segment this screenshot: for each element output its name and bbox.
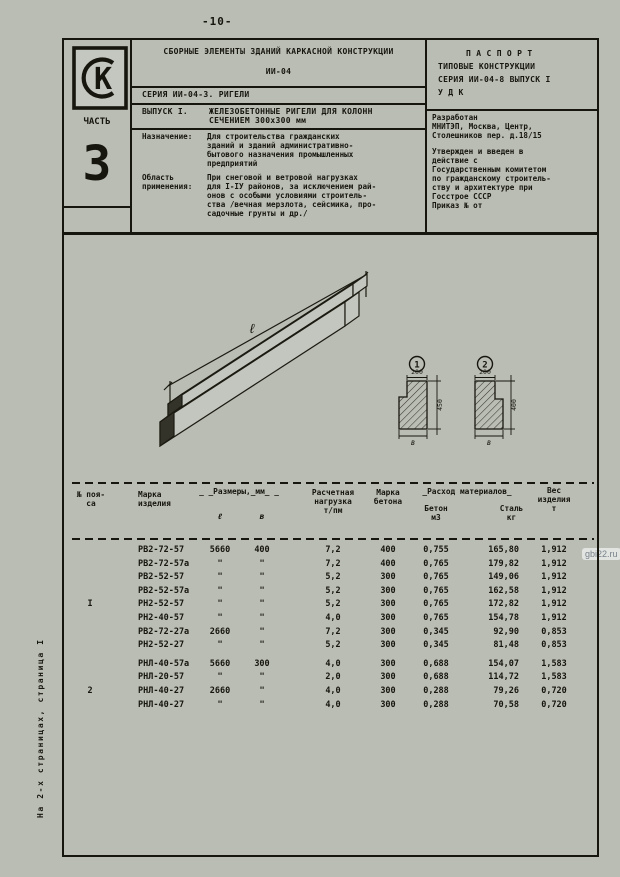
purpose-text: [207, 132, 353, 168]
passport-line-3: СЕРИЯ ИИ-04-8 ВЫПУСК I: [438, 75, 551, 84]
table-cell-steel: 114,72: [488, 672, 519, 683]
col-header-sizes: _ _Размеры,_мм_ _: [199, 487, 279, 496]
developed-line: Разработан: [432, 113, 478, 122]
table-cell-load: 5,2: [325, 572, 341, 583]
table-cell-mark: РН2-40-57: [138, 612, 185, 623]
divider: [64, 232, 597, 235]
table-cell-mark: РНЛ-20-57: [138, 672, 185, 683]
scope-line: садочные грунты и др./: [207, 209, 308, 218]
table-cell-l: ": [217, 558, 223, 569]
table-cell-steel: 149,06: [488, 572, 519, 583]
table-cell-mark: РВ2-72-57а: [138, 558, 190, 569]
table-cell-load: 4,0: [325, 612, 341, 623]
scope-line: для I-IУ районов, за исключением рай-: [207, 182, 377, 191]
table-cell-load: 4,0: [325, 658, 341, 669]
table-cell-b: ": [259, 672, 265, 683]
divider: [130, 103, 425, 105]
col-header-concrete: Бетон: [424, 504, 448, 513]
table-cell-grade: 300: [380, 612, 396, 623]
approved-line: Государственным комитетом: [432, 165, 547, 174]
col-header-load: Расчетная: [311, 488, 355, 497]
table-cell-load: 7,2: [325, 626, 341, 637]
document-frame: [62, 38, 599, 857]
table-row: [64, 639, 597, 653]
divider: [64, 206, 130, 208]
table-cell-b: ": [259, 640, 265, 651]
table-cell-grade: 300: [380, 672, 396, 683]
svg-text:в: в: [410, 438, 416, 447]
divider: [425, 40, 427, 232]
table-row: [64, 571, 597, 585]
purpose-label: Назначение:: [142, 132, 193, 141]
section-1-shape: [399, 381, 427, 429]
beam-isometric-drawing: [102, 255, 402, 474]
approved-by: [432, 147, 551, 210]
approved-line: Утвержден и введен в: [432, 147, 524, 156]
table-cell-b: ": [259, 558, 265, 569]
table-cell-mark: РНЛ-40-57а: [138, 658, 190, 669]
table-cell-grade: 300: [380, 599, 396, 610]
sheet-count-note: На 2-х страницах, страница I: [36, 638, 45, 818]
table-row: [64, 598, 597, 612]
table-cell-weight: 0,853: [541, 626, 567, 637]
table-cell-weight: 1,912: [541, 558, 567, 569]
purpose-line: Для строительства гражданских: [207, 132, 340, 141]
table-cell-l: 2660: [209, 685, 231, 696]
scope-line: ства /вечная мерзлота, сейсмика, про-: [207, 200, 377, 209]
col-header-load: т/пм: [323, 506, 343, 515]
table-cell-m3: 0,288: [423, 699, 449, 710]
table-cell-m3: 0,765: [423, 599, 449, 610]
table-cell-m3: 0,688: [423, 658, 449, 669]
series-code: ИИ-04: [265, 67, 292, 76]
divider: [130, 128, 425, 130]
table-cell-weight: 1,912: [541, 545, 567, 555]
part-number: 3: [82, 136, 112, 192]
table-cell-grade: 300: [380, 640, 396, 651]
table-row: [64, 658, 597, 672]
table-cell-l: 2660: [209, 626, 231, 637]
col-header-mark: изделия: [138, 499, 171, 508]
table-cell-l: 5660: [209, 545, 231, 555]
table-cell-b: ": [259, 572, 265, 583]
col-header-steel: кг: [506, 513, 517, 522]
divider: [425, 109, 597, 111]
table-cell-weight: 1,912: [541, 572, 567, 583]
table-body: [64, 544, 597, 712]
table-cell-load: 5,2: [325, 640, 341, 651]
col-header-concrete: м3: [431, 513, 441, 522]
table-cell-grade: 400: [380, 545, 396, 555]
col-header-num: № поя-: [76, 490, 106, 499]
col-header-weight: т: [551, 504, 557, 513]
table-cell-grade: 300: [380, 572, 396, 583]
svg-text:400: 400: [510, 399, 518, 411]
passport-line-4: У Д К: [438, 88, 464, 97]
table-cell-mark: РВ2-52-57: [138, 572, 185, 583]
table-cell-grade: 300: [380, 658, 396, 669]
table-cell-load: 2,0: [325, 672, 341, 683]
table-cell-b: ": [259, 612, 265, 623]
table-cell-load: 5,2: [325, 585, 341, 596]
svg-text:200: 200: [479, 368, 491, 376]
col-header-grade: Марка: [376, 488, 400, 497]
table-cell-weight: 0,720: [541, 685, 567, 696]
table-cell-b: 400: [254, 545, 270, 555]
table-cell-grade: 300: [380, 699, 396, 710]
table-cell-load: 7,2: [325, 558, 341, 569]
approved-line: действие с: [432, 156, 478, 165]
part-label: ЧАСТЬ: [83, 117, 111, 127]
table-cell-l: ": [217, 612, 223, 623]
col-header-materials: _Расход материалов_: [422, 487, 512, 496]
table-cell-mark: РН2-52-27: [138, 640, 185, 651]
table-cell-mark: РВ2-72-57: [138, 545, 185, 555]
svg-text:в: в: [486, 438, 492, 447]
svg-text:200: 200: [411, 368, 423, 376]
issue-desc-1: ЖЕЛЕЗОБЕТОННЫЕ РИГЕЛИ ДЛЯ КОЛОНН: [209, 107, 373, 116]
table-cell-l: ": [217, 585, 223, 596]
divider: [72, 538, 594, 540]
table-cell-load: 4,0: [325, 699, 341, 710]
table-cell-grade: 300: [380, 685, 396, 696]
beam-table: [64, 482, 597, 734]
divider: [72, 482, 594, 484]
scope-label-2: применения:: [142, 182, 193, 191]
scope-line: При снеговой и ветровой нагрузках: [207, 173, 358, 182]
table-cell-grade: 300: [380, 585, 396, 596]
table-cell-steel: 92,90: [493, 626, 519, 637]
approved-line: Госстрое СССР: [432, 192, 492, 201]
developed-line: МНИТЭП, Москва, Центр,: [432, 122, 533, 131]
table-cell-load: 5,2: [325, 599, 341, 610]
table-cell-m3: 0,755: [423, 545, 449, 555]
approved-line: по гражданскому строитель-: [432, 174, 551, 183]
table-cell-steel: 154,07: [488, 658, 519, 669]
table-cell-mark: РНЛ-40-27: [138, 699, 185, 710]
col-header-grade: бетона: [373, 497, 403, 506]
table-cell-load: 7,2: [325, 545, 341, 555]
table-cell-m3: 0,288: [423, 685, 449, 696]
table-cell-m3: 0,765: [423, 558, 449, 569]
col-header-length: ℓ: [217, 512, 223, 521]
col-header-width: в: [259, 512, 265, 521]
table-row: [64, 699, 597, 713]
table-cell-weight: 0,853: [541, 640, 567, 651]
table-cell-steel: 179,82: [488, 558, 519, 569]
table-cell-m3: 0,345: [423, 640, 449, 651]
table-cell-group-num: 2: [87, 685, 93, 696]
table-cell-steel: 162,58: [488, 585, 519, 596]
document-title: СБОРНЫЕ ЭЛЕМЕНТЫ ЗДАНИЙ КАРКАСНОЙ КОНСТРУКЦИИ: [163, 47, 394, 56]
table-cell-weight: 1,912: [541, 599, 567, 610]
table-cell-load: 4,0: [325, 685, 341, 696]
passport-title: П А С П О Р Т: [466, 49, 533, 58]
table-cell-l: ": [217, 672, 223, 683]
table-cell-weight: 1,912: [541, 612, 567, 623]
table-cell-b: ": [259, 585, 265, 596]
table-cell-b: ": [259, 699, 265, 710]
beam-length-label: ℓ: [248, 322, 256, 337]
svg-text:1: 1: [414, 360, 420, 371]
table-row: [64, 626, 597, 640]
table-cell-m3: 0,765: [423, 585, 449, 596]
svg-text:450: 450: [436, 399, 444, 411]
section-detail-1: [390, 354, 468, 470]
svg-text:2: 2: [482, 360, 488, 371]
table-cell-mark: РВ2-72-27а: [138, 626, 190, 637]
table-row: [64, 544, 597, 558]
col-header-load: нагрузка: [314, 497, 352, 506]
table-cell-b: ": [259, 599, 265, 610]
approved-line: ству и архитектуре при: [432, 183, 533, 192]
table-cell-steel: 165,80: [488, 545, 519, 555]
table-cell-b: ": [259, 626, 265, 637]
developed-by: [432, 113, 542, 140]
table-cell-m3: 0,765: [423, 612, 449, 623]
issue-label: ВЫПУСК I.: [142, 107, 189, 116]
table-cell-weight: 0,720: [541, 699, 567, 710]
table-cell-mark: РН2-52-57: [138, 599, 185, 610]
table-cell-m3: 0,345: [423, 626, 449, 637]
table-cell-grade: 300: [380, 626, 396, 637]
table-cell-weight: 1,583: [541, 672, 567, 683]
page-number: -10-: [202, 15, 233, 28]
table-cell-group-num: I: [87, 599, 93, 610]
scope-line: онов с особыми условиями строитель-: [207, 191, 368, 200]
col-header-weight: Вес: [546, 486, 562, 495]
table-cell-mark: РНЛ-40-27: [138, 685, 185, 696]
issue-desc-2: СЕЧЕНИЕМ 300х300 мм: [209, 116, 307, 125]
table-row: [64, 558, 597, 572]
svg-text:К: К: [94, 62, 113, 97]
table-row: [64, 671, 597, 685]
site-watermark: gbi22.ru: [582, 548, 620, 560]
col-header-steel: Сталь: [499, 504, 524, 513]
scope-text: [207, 173, 376, 218]
scope-label-1: Область: [142, 173, 175, 182]
table-cell-weight: 1,912: [541, 585, 567, 596]
purpose-line: бытового назначения промышленных: [207, 150, 354, 159]
table-cell-l: ": [217, 699, 223, 710]
approved-line: Приказ № от: [432, 201, 483, 210]
section-2-shape: [475, 381, 503, 429]
table-cell-weight: 1,583: [541, 658, 567, 669]
passport-line-2: ТИПОВЫЕ КОНСТРУКЦИИ: [438, 62, 536, 71]
section-detail-2: [462, 354, 540, 470]
purpose-line: зданий и зданий административно-: [207, 141, 354, 150]
table-cell-l: 5660: [209, 658, 231, 669]
col-header-mark: Марка: [138, 490, 162, 499]
table-row: [64, 585, 597, 599]
table-cell-m3: 0,688: [423, 672, 449, 683]
col-header-num: са: [86, 499, 96, 508]
table-row: [64, 685, 597, 699]
sk-logo: [72, 46, 128, 116]
table-cell-steel: 81,48: [493, 640, 519, 651]
table-cell-b: 300: [254, 658, 270, 669]
table-cell-steel: 154,78: [488, 612, 519, 623]
divider: [130, 86, 425, 88]
table-cell-m3: 0,765: [423, 572, 449, 583]
table-cell-l: ": [217, 599, 223, 610]
table-cell-b: ": [259, 685, 265, 696]
developed-line: Столешников пер. д.18/15: [432, 131, 542, 140]
table-cell-steel: 79,26: [493, 685, 519, 696]
table-cell-mark: РВ2-52-57а: [138, 585, 190, 596]
table-cell-grade: 400: [380, 558, 396, 569]
series-title: СЕРИЯ ИИ-04-3. РИГЕЛИ: [142, 90, 250, 99]
table-cell-steel: 172,82: [488, 599, 519, 610]
purpose-line: предприятий: [207, 159, 258, 168]
col-header-weight: изделия: [537, 495, 571, 504]
table-cell-steel: 70,58: [493, 699, 519, 710]
table-cell-l: ": [217, 640, 223, 651]
table-cell-l: ": [217, 572, 223, 583]
table-row: [64, 612, 597, 626]
